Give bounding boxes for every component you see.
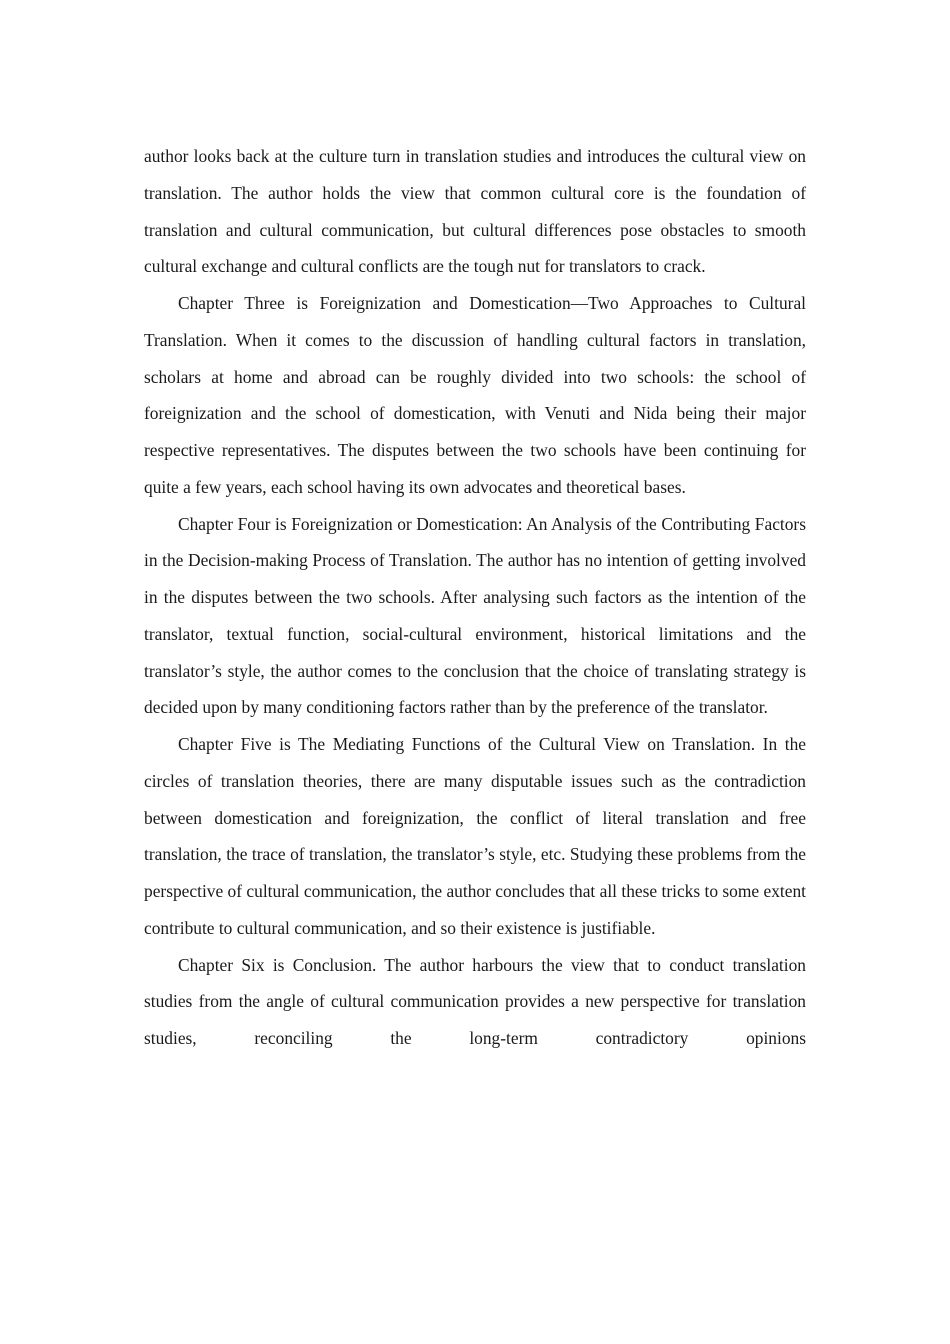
document-page	[144, 138, 806, 1057]
paragraph-chapter-four: Chapter Four is Foreignization or Domestication: An Analysis of the Contributing Factors in the Decision-making Process of Translation. The author has no intention of getting involved in the disputes between the two schools. After analysing such factors as the intention of the translator, textual function, social-cultural environment, historical limitations and the translator’s style, the author comes to the conclusion that the choice of translating strategy is decided upon by many conditioning factors rather than by the preference of the translator.	[144, 513, 806, 718]
paragraph-chapter-five: Chapter Five is The Mediating Functions of the Cultural View on Translation. In the circles of translation theories, there are many disputable issues such as the contradiction between domestication and foreignization, the conflict of literal translation and free translation, the trace of translation, the translator’s style, etc. Studying these problems from the perspective of cultural communication, the author concludes that all these tricks to some extent contribute to cultural communication, and so their existence is justifiable.	[144, 734, 806, 938]
paragraph-chapter-three: Chapter Three is Foreignization and Domestication—Two Approaches to Cultural Translation. When it comes to the discussion of handling cultural factors in translation, scholars at home and abroad can be roughly divided into two schools: the school of foreignization and the school of domestication, with Venuti and Nida being their major respective representatives. The disputes between the two schools have been continuing for quite a few years, each school having its own advocates and theoretical bases.	[144, 293, 806, 497]
paragraph-chapter-two-continued: author looks back at the culture turn in translation studies and introduces the cultural view on translation. The author holds the view that common cultural core is the foundation of translation and cultural communication, but cultural differences pose obstacles to smooth cultural exchange and cultural conflicts are the tough nut for translators to crack.	[144, 146, 806, 277]
paragraph-chapter-six: Chapter Six is Conclusion. The author harbours the view that to conduct translation studies from the angle of cultural communication provides a new perspective for translation studies, reconciling the long-term contradictory opinions	[144, 954, 806, 1048]
